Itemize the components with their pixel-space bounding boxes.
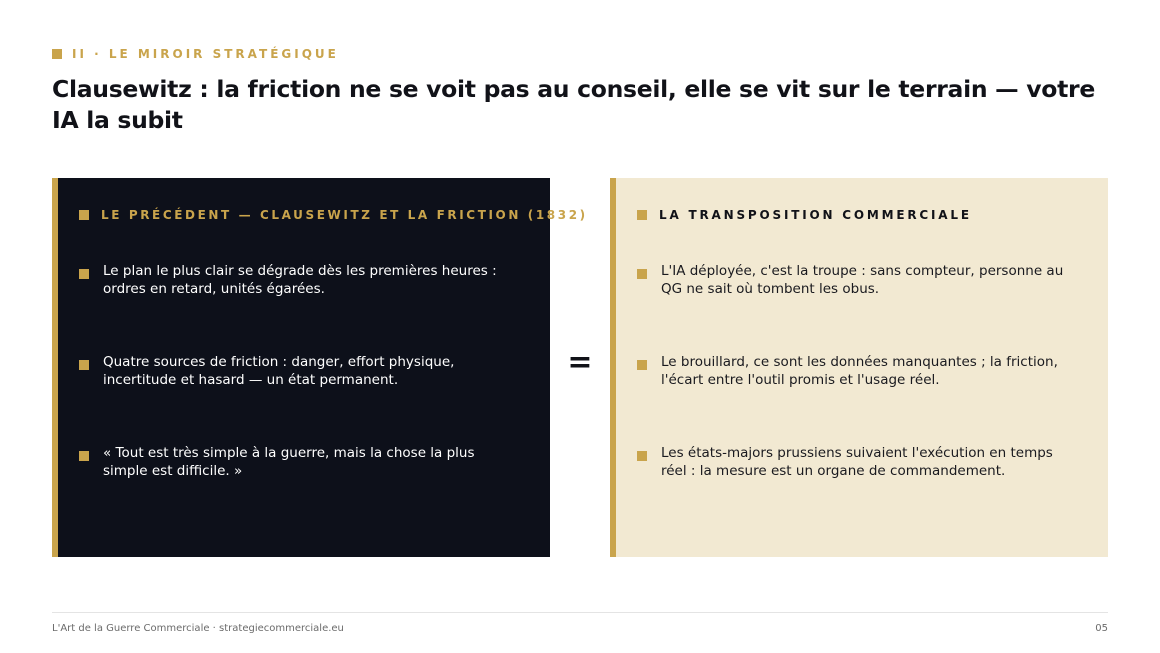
precedent-panel-header [79, 208, 588, 222]
bullet-square-icon [79, 269, 89, 279]
bullet-square-icon [79, 360, 89, 370]
bullet-square-icon [637, 360, 647, 370]
precedent-item-text: Quatre sources de friction : danger, effort physique, incertitude et hasard — un état permanent. [103, 354, 455, 388]
kicker-square-icon [52, 49, 62, 59]
footer-source: L'Art de la Guerre Commerciale · strategiecommerciale.eu [52, 623, 344, 634]
precedent-item [79, 263, 519, 298]
transposition-item-text: Les états-majors prussiens suivaient l'exécution en temps réel : la mesure est un organe de commandement. [661, 445, 1053, 479]
precedent-item-text: « Tout est très simple à la guerre, mais la chose la plus simple est difficile. » [103, 445, 475, 479]
page-number: 05 [1095, 623, 1108, 634]
precedent-item [79, 445, 519, 480]
slide-title: Clausewitz : la friction ne se voit pas au conseil, elle se vit sur le terrain — votre IA la subit [52, 75, 1095, 134]
precedent-panel [52, 178, 588, 557]
transposition-item-text: Le brouillard, ce sont les données manquantes ; la friction, l'écart entre l'outil promis et l'usage réel. [661, 354, 1058, 388]
transposition-panel-header [637, 208, 972, 222]
bullet-square-icon [637, 269, 647, 279]
precedent-item-text: Le plan le plus clair se dégrade dès les premières heures : ordres en retard, unités égarées. [103, 263, 497, 297]
bullet-square-icon [79, 451, 89, 461]
precedent-panel-heading: LE PRÉCÉDENT — CLAUSEWITZ ET LA FRICTION (1832) [101, 208, 588, 222]
transposition-item [637, 263, 1077, 298]
transposition-item [637, 445, 1077, 480]
bullet-square-icon [637, 451, 647, 461]
section-kicker [52, 47, 339, 61]
header-square-icon [637, 210, 647, 220]
precedent-item [79, 354, 519, 389]
transposition-item-text: L'IA déployée, c'est la troupe : sans compteur, personne au QG ne sait où tombent les obus. [661, 263, 1064, 297]
kicker-label: II · LE MIROIR STRATÉGIQUE [72, 47, 339, 61]
header-square-icon [79, 210, 89, 220]
transposition-panel-heading: LA TRANSPOSITION COMMERCIALE [659, 208, 972, 222]
transposition-item [637, 354, 1077, 389]
equals-separator: = [567, 345, 593, 380]
transposition-panel [610, 178, 1108, 557]
footer-divider [52, 612, 1108, 613]
